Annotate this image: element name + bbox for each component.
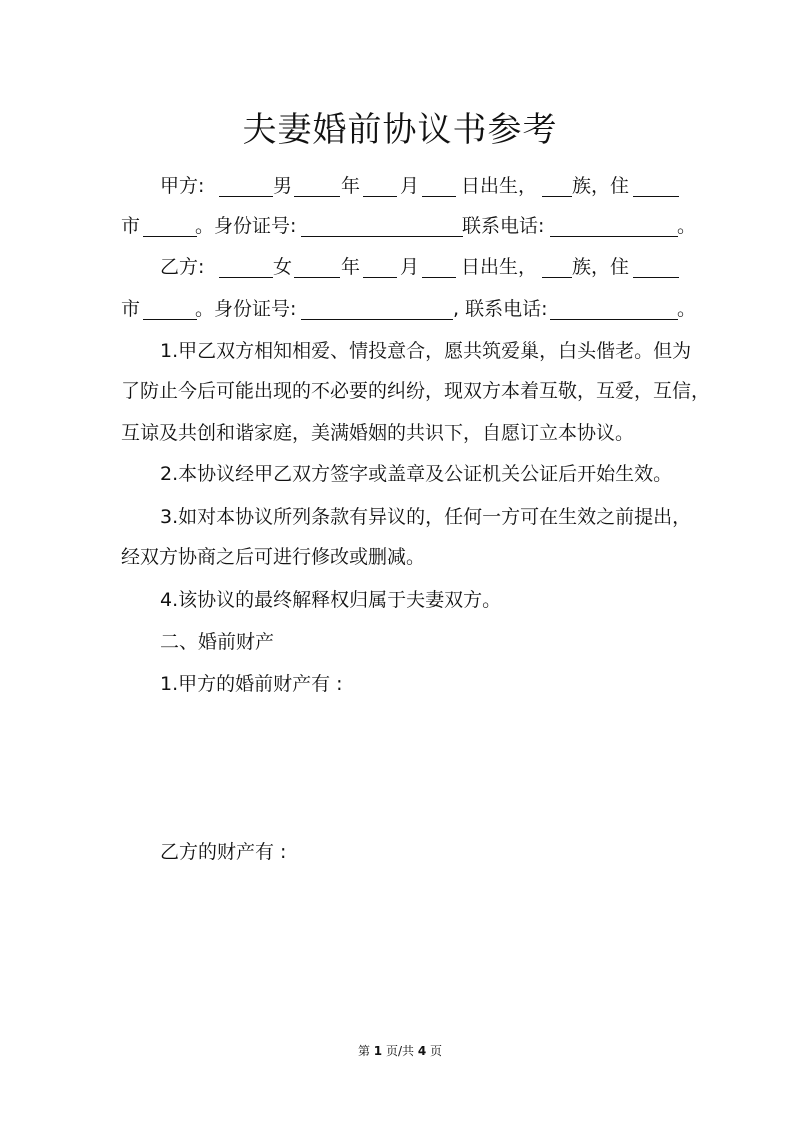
clause-1-line-3: 互谅及共创和谐家庭，美满婚姻的共识下，自愿订立本协议。: [121, 422, 635, 444]
party-a-birth-year-blank: [294, 174, 340, 197]
party-b-ethnic-label: 族，住: [572, 256, 630, 278]
party-b-address-blank: [633, 255, 679, 278]
party-b-born-label: 日出生，: [461, 256, 538, 278]
party-a-city-blank: [143, 214, 197, 237]
party-a-property-label: 1.甲方的婚前财产有 :: [160, 673, 343, 695]
party-b-city-blank: [143, 297, 197, 320]
party-a-id-label: 。身份证号:: [195, 215, 297, 237]
party-a-ethnic-label: 族，住: [572, 175, 630, 197]
footer-page-number: 1: [373, 1044, 383, 1058]
party-b-property-label: 乙方的财产有 :: [160, 841, 287, 863]
clause-3-line-2: 经双方协商之后可进行修改或删减。: [121, 546, 426, 568]
party-b-line-1: [0, 251, 800, 283]
party-b-city-label: 市: [121, 298, 141, 320]
party-b-line-2: [0, 293, 800, 325]
party-b-month-blank: [363, 255, 397, 278]
party-b-name-blank: [219, 255, 273, 278]
party-b-ethnic-blank: [542, 255, 572, 278]
party-a-name-blank: [219, 174, 273, 197]
party-a-born-label: 日出生，: [461, 175, 538, 197]
footer-middle: 页/共: [385, 1044, 415, 1058]
party-b-day-blank: [422, 255, 456, 278]
party-a-gender: 男: [273, 175, 293, 197]
party-a-address-blank: [633, 174, 679, 197]
party-b-label: 乙方:: [160, 256, 205, 278]
party-a-phone-blank: [550, 214, 678, 237]
footer-total-pages: 4: [417, 1044, 427, 1058]
party-a-ethnic-blank: [542, 174, 572, 197]
party-b-month-label: 月: [400, 256, 420, 278]
footer-prefix: 第: [357, 1044, 370, 1058]
party-a-month-blank: [363, 174, 397, 197]
page-footer: [0, 1042, 800, 1060]
section-2-heading: 二、婚前财产: [160, 631, 275, 653]
party-a-line-2: [0, 210, 800, 242]
party-a-day-blank: [422, 174, 456, 197]
clause-3-line-1: 3.如对本协议所列条款有异议的，任何一方可在生效之前提出，: [160, 506, 692, 528]
party-b-line-end: 。: [677, 298, 697, 320]
clause-1-line-2: 了防止今后可能出现的不必要的纠纷，现双方本着互敬，互爱，互信，: [121, 380, 711, 402]
party-b-id-blank: [301, 297, 453, 320]
party-b-phone-label: , 联系电话:: [453, 298, 548, 320]
party-a-month-label: 月: [400, 175, 420, 197]
party-a-city-label: 市: [121, 215, 141, 237]
document-title: 夫妻婚前协议书参考: [242, 110, 558, 150]
party-a-line-1: [0, 170, 800, 202]
footer-suffix: 页: [430, 1044, 443, 1058]
party-a-phone-label: 联系电话:: [462, 215, 545, 237]
party-b-phone-blank: [550, 297, 678, 320]
party-a-line-end: 。: [677, 215, 697, 237]
party-b-id-label: 。身份证号:: [195, 298, 297, 320]
clause-2: 2.本协议经甲乙双方签字或盖章及公证机关公证后开始生效。: [160, 463, 673, 485]
party-b-birth-year-blank: [294, 255, 340, 278]
party-a-year-label: 年: [341, 175, 361, 197]
party-a-label: 甲方:: [160, 175, 205, 197]
clause-1-line-1: 1.甲乙双方相知相爱、情投意合，愿共筑爱巢，白头偕老。但为: [160, 340, 692, 362]
party-b-year-label: 年: [341, 256, 361, 278]
clause-4: 4.该协议的最终解释权归属于夫妻双方。: [160, 589, 502, 611]
party-b-gender: 女: [273, 256, 293, 278]
party-a-id-blank: [301, 214, 463, 237]
